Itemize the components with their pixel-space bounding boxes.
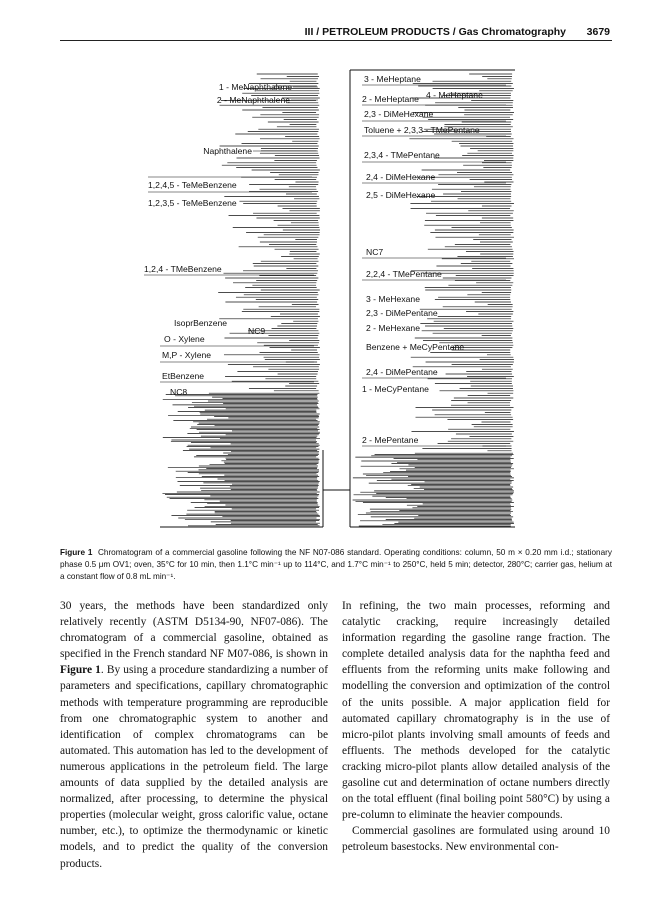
- peak-label: 2 - MeNaphthalene: [216, 95, 290, 105]
- peak-label: 2,3,4 - TMePentane: [364, 150, 440, 160]
- peak-label: Benzene + MeCyPentane: [366, 342, 465, 352]
- peak-label: 2,4 - DiMeHexane: [366, 172, 436, 182]
- body-text: . By using a procedure standardizing a number of parameters and specifications, capillary chromatographic methods with temperature programming are reproducible from one chromatographic system to another and identification of complex chromatograms can be automated. This automation has led to the development of numerous applications in the petroleum field. The large amounts of data supplied by the detailed analysis are normalized, after processing, to determine the physical properties (molecular weight, gross calorific value, octane number, etc.), to optimize the thermodynamic or kinetic models, and to predict the quality of the conversion products.: [60, 664, 328, 870]
- body-paragraph: [60, 598, 328, 872]
- figure-caption-text: Chromatogram of a commercial gasoline following the NF N07-086 standard. Operating conditions: column, 50 m × 0.20 mm i.d.; stationary phase 0.5 μm OV1; oven, 35°C for 10 min, then 1.1°C min⁻¹ up to 114°C, and 1.7°C min⁻¹ to 250°C, held 5 min; detector, 280°C; carrier gas, helium at a constant flow of 0.8 mL min⁻¹.: [60, 548, 612, 581]
- peak-label: 2 - MePentane: [362, 435, 419, 445]
- figure-reference[interactable]: Figure 1: [60, 664, 101, 677]
- body-column-right: [342, 598, 610, 856]
- peak-label: Toluene + 2,3,3 - TMePentane: [364, 125, 480, 135]
- running-header: [60, 24, 612, 41]
- chromatogram-plot: [130, 62, 530, 538]
- body-text: 30 years, the methods have been standardized only relatively recently (ASTM D5134-90, NF07-086). The chromatogram of a commercial gasoline, obtained as specified in the French standard NF M07-086, is shown in: [60, 600, 328, 661]
- peak-label: 1,2,4,5 - TeMeBenzene: [148, 180, 237, 190]
- peak-label: 2,4 - DiMePentane: [366, 367, 438, 377]
- peak-label: 1,2,3,5 - TeMeBenzene: [148, 198, 237, 208]
- peak-label: 2,3 - DiMePentane: [366, 308, 438, 318]
- peak-label: 2,2,4 - TMePentane: [366, 269, 442, 279]
- peak-label: 2,5 - DiMeHexane: [366, 190, 436, 200]
- peak-label: Naphthalene: [203, 146, 252, 156]
- left-panel-traces: [162, 74, 320, 526]
- peak-label: 2 - MeHexane: [366, 323, 420, 333]
- peak-label: 1 - MeCyPentane: [362, 384, 429, 394]
- chromatogram-figure: [130, 62, 530, 538]
- figure-caption: [60, 547, 612, 583]
- right-peak-labels: [362, 74, 483, 445]
- body-paragraph: In refining, the two main processes, reforming and catalytic cracking, require increasingly detailed information regarding the gasoline range fraction. The complete detailed analysis data for the naphtha feed and effluents from the reforming units make following and modelling the conversion and optimization of the control of the units possible. A major application field for automated capillary chromatography is in the use of micro-pilot plants involving small amounts of feeds and effluents. The methods developed for the catalytic cracking micro-pilot plants allow detailed analysis of the gasoline cut and determination of octane numbers directly on the total effluent (final boiling point 580°C) by using a pre-column to eliminate the heavier compounds.: [342, 600, 610, 822]
- peak-label: 2 - MeHeptane: [362, 94, 419, 104]
- peak-label: EtBenzene: [162, 371, 205, 381]
- peak-label: 3 - MeHexane: [366, 294, 420, 304]
- peak-label: M,P - Xylene: [162, 350, 212, 360]
- running-title: III / PETROLEUM PRODUCTS / Gas Chromatography: [304, 26, 566, 38]
- peak-label: NC8: [170, 387, 188, 397]
- peak-label: O - Xylene: [164, 334, 205, 344]
- figure-caption-label: Figure 1: [60, 548, 93, 557]
- peak-label: 2,3 - DiMeHexane: [364, 109, 434, 119]
- peak-label: 1 - MeNaphthalene: [218, 82, 292, 92]
- peak-label: 4 - MeHeptane: [426, 90, 483, 100]
- body-column-left: [60, 598, 328, 872]
- peak-label: IsoprBenzene: [174, 318, 228, 328]
- peak-label: NC7: [366, 247, 384, 257]
- body-paragraph: Commercial gasolines are formulated using around 10 petroleum basestocks. New environmental con-: [342, 825, 610, 854]
- page-number: 3679: [586, 26, 610, 38]
- peak-label: 1,2,4 - TMeBenzene: [144, 264, 222, 274]
- peak-label: NC9: [248, 326, 266, 336]
- peak-label: 3 - MeHeptane: [364, 74, 421, 84]
